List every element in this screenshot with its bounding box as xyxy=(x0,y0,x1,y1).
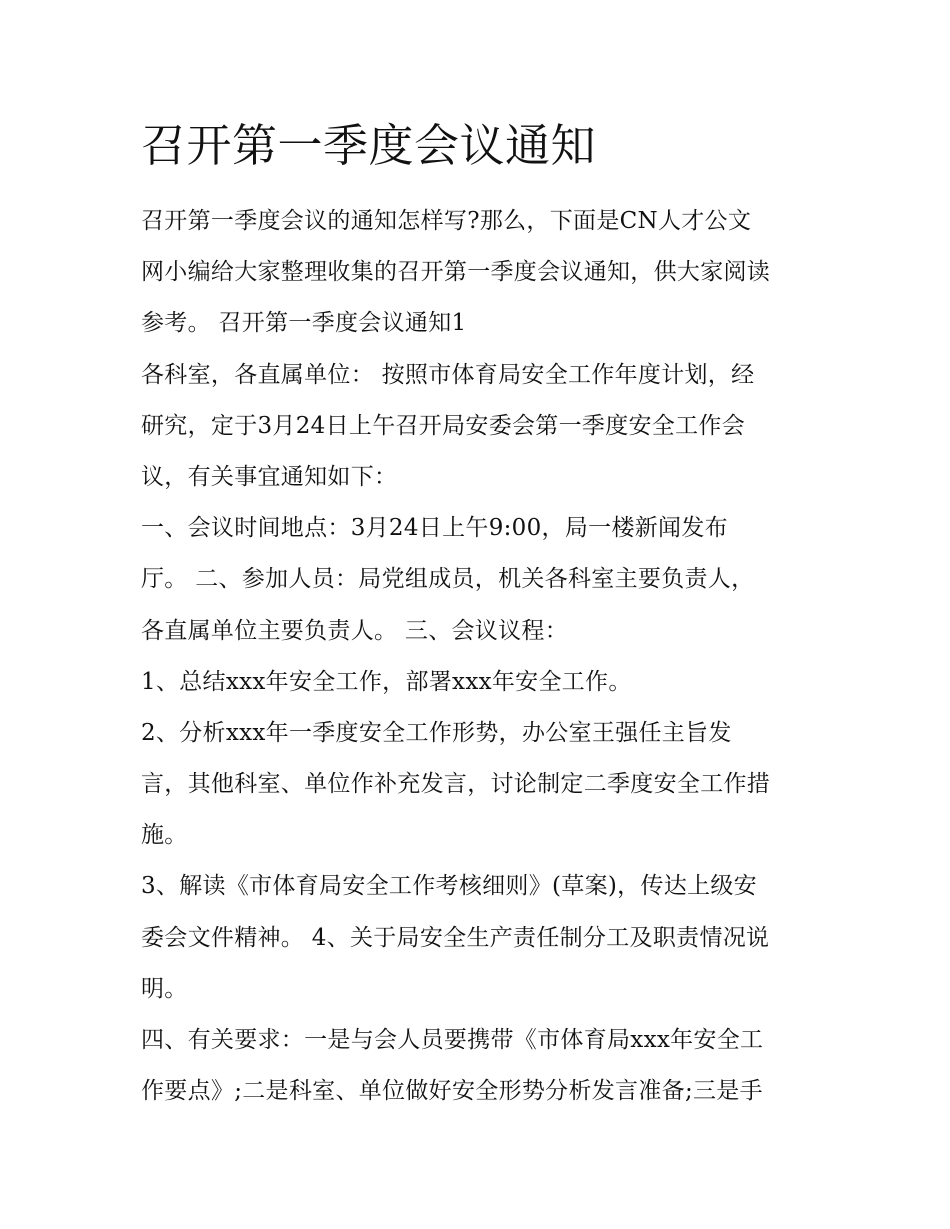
body-line: 2、分析xxx年一季度安全工作形势，办公室王强任主旨发 xyxy=(141,719,732,746)
body-line: 研究，定于3月24日上午召开局安委会第一季度安全工作会 xyxy=(141,412,745,439)
body-line: 召开第一季度会议的通知怎样写?那么，下面是CN人才公文 xyxy=(141,208,752,234)
body-line: 明。 xyxy=(141,975,188,1002)
body-line: 各科室，各直属单位： 按照市体育局安全工作年度计划，经 xyxy=(141,361,755,388)
body-line: 一、会议时间地点：3月24日上午9:00，局一楼新闻发布 xyxy=(141,515,728,542)
body-line: 议，有关事宜通知如下： xyxy=(141,463,398,490)
body-line: 网小编给大家整理收集的召开第一季度会议通知，供大家阅读 xyxy=(141,259,771,286)
body-line: 参考。 召开第一季度会议通知1 xyxy=(141,310,467,337)
body-line: 言，其他科室、单位作补充发言，讨论制定二季度安全工作措 xyxy=(141,771,771,798)
body-line: 作要点》;二是科室、单位做好安全形势分析发言准备;三是手 xyxy=(141,1078,763,1105)
body-line: 厅。 二、参加人员：局党组成员，机关各科室主要负责人， xyxy=(141,566,755,593)
body-line: 委会文件精神。 4、关于局安全生产责任制分工及职责情况说 xyxy=(141,924,770,951)
body-line: 1、总结xxx年安全工作，部署xxx年安全工作。 xyxy=(141,668,632,695)
body-line: 施。 xyxy=(141,822,188,849)
document-title: 召开第一季度会议通知 xyxy=(141,119,597,172)
body-line: 四、有关要求：一是与会人员要携带《市体育局xxx年安全工 xyxy=(141,1027,764,1053)
document-body xyxy=(141,196,831,1117)
body-line: 3、解读《市体育局安全工作考核细则》(草案)，传达上级安 xyxy=(141,873,757,900)
body-line: 各直属单位主要负责人。 三、会议议程： xyxy=(141,617,569,644)
